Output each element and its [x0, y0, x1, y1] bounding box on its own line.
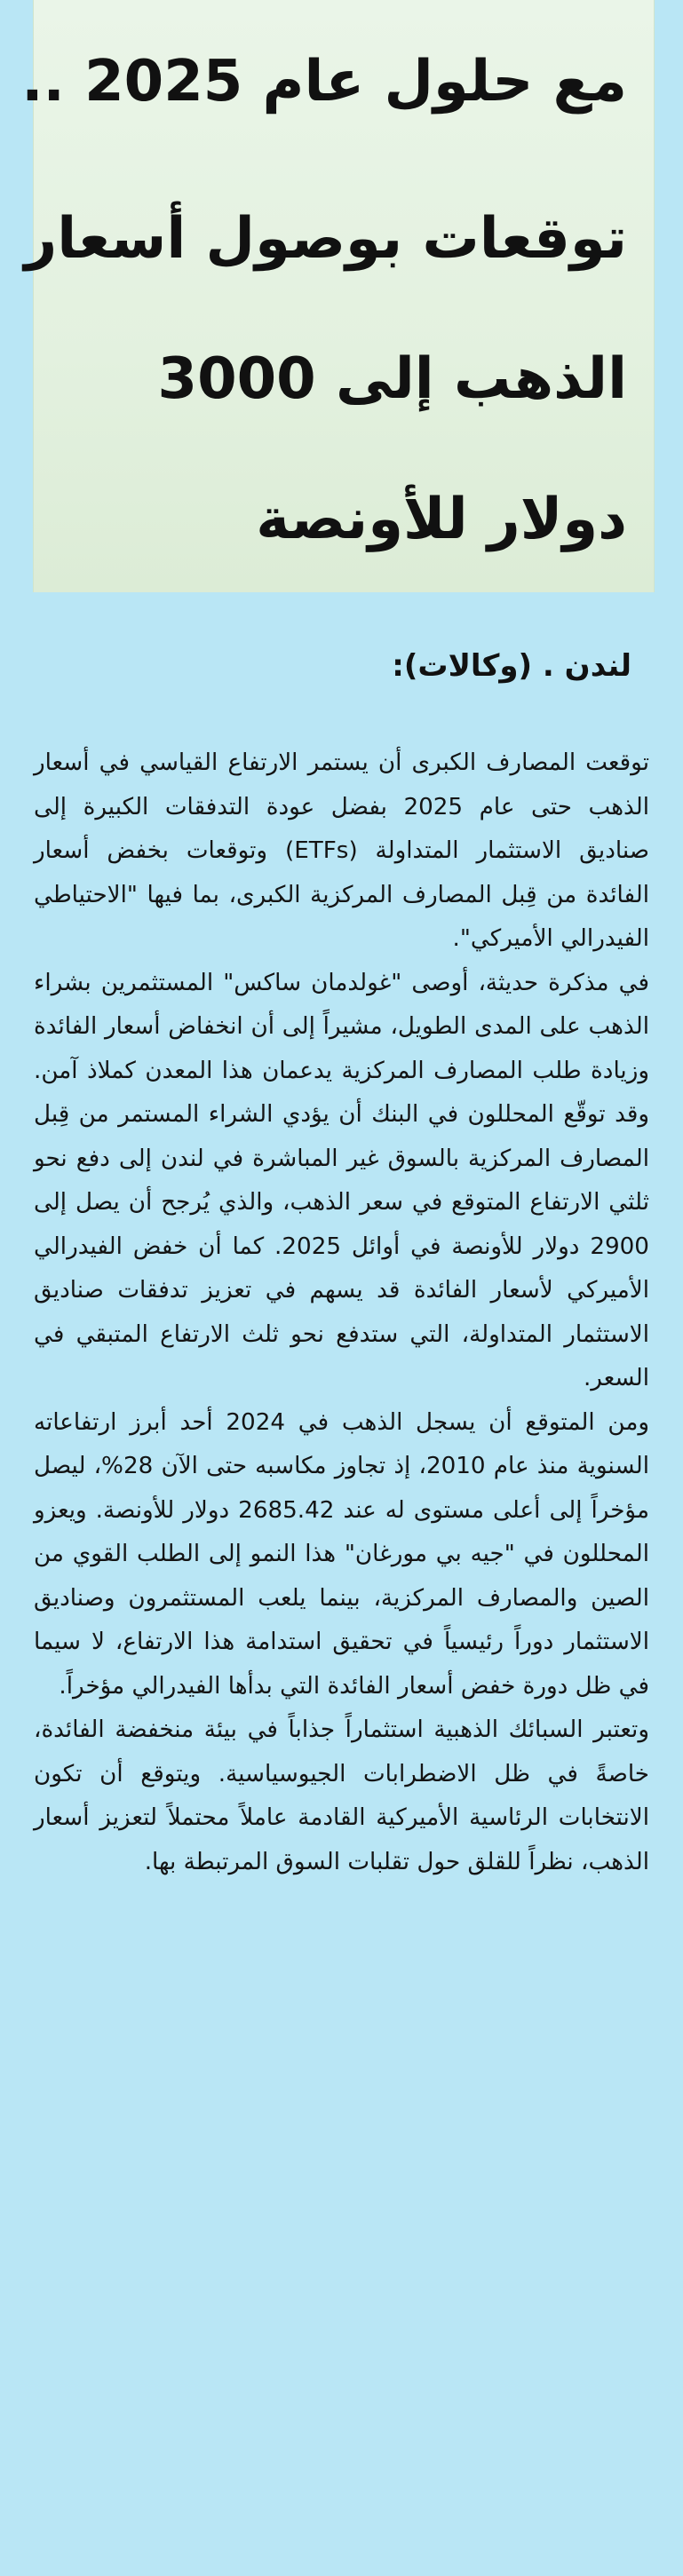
headline-line-3: الذهب إلى 3000	[157, 346, 627, 412]
dateline: لندن . (وكالات):	[392, 648, 631, 684]
headline-box	[21, 0, 655, 592]
headline-line-1: مع حلول عام 2025 ..	[21, 49, 627, 115]
headline-line-2: توقعات بوصول أسعار	[24, 206, 627, 272]
article-paragraph-2: في مذكرة حديثة، أوصى "غولدمان ساكس" المستثمرين بشراء الذهب على المدى الطويل، مشيراً إلى أن انخفاض أسعار الفائدة وزيادة طلب المصارف المركزية يدعمان هذا المعدن كملاذ آمن. وقد توقّع المحللون في البنك أن يؤدي الشراء المستمر من قِبل المصارف المركزية بالسوق غير المباشرة في لندن إلى دفع نحو ثلثي الارتفاع المتوقع في سعر الذهب، والذي يُرجح أن يصل إلى 2900 دولار للأونصة في أوائل 2025. كما أن خفض الفيدرالي الأميركي لأسعار الفائدة قد يسهم في تعزيز تدفقات صناديق الاستثمار المتداولة، التي ستدفع نحو ثلث الارتفاع المتبقي في السعر.	[34, 969, 649, 1391]
article-paragraph-4: وتعتبر السبائك الذهبية استثماراً جذاباً في بيئة منخفضة الفائدة، خاصةً في ظل الاضطرابات الجيوسياسية. ويتوقع أن تكون الانتخابات الرئاسية الأميركية القادمة عاملاً محتملاً لتعزيز أسعار الذهب، نظراً للقلق حول تقلبات السوق المرتبطة بها.	[34, 1716, 649, 1875]
article-body	[34, 741, 649, 1884]
headline-line-4: دولار للأونصة	[256, 487, 627, 552]
article-paragraph-3: ومن المتوقع أن يسجل الذهب في 2024 أحد أبرز ارتفاعاته السنوية منذ عام 2010، إذ تجاوز مكاسبه حتى الآن 28%، ليصل مؤخراً إلى أعلى مستوى له عند 2685.42 دولار للأونصة. ويعزو المحللون في "جيه بي مورغان" هذا النمو إلى الطلب القوي من الصين والمصارف المركزية، بينما يلعب المستثمرون وصناديق الاستثمار دوراً رئيسياً في تحقيق استدامة هذا الارتفاع، لا سيما في ظل دورة خفض أسعار الفائدة التي بدأها الفيدرالي مؤخراً.	[34, 1408, 650, 1700]
article-paragraph-1: توقعت المصارف الكبرى أن يستمر الارتفاع القياسي في أسعار الذهب حتى عام 2025 بفضل عودة التدفقات الكبيرة إلى صناديق الاستثمار المتداولة (ETFs) وتوقعات بخفض أسعار الفائدة من قِبل المصارف المركزية الكبرى، بما فيها "الاحتياطي الفيدرالي الأميركي".	[34, 749, 650, 952]
